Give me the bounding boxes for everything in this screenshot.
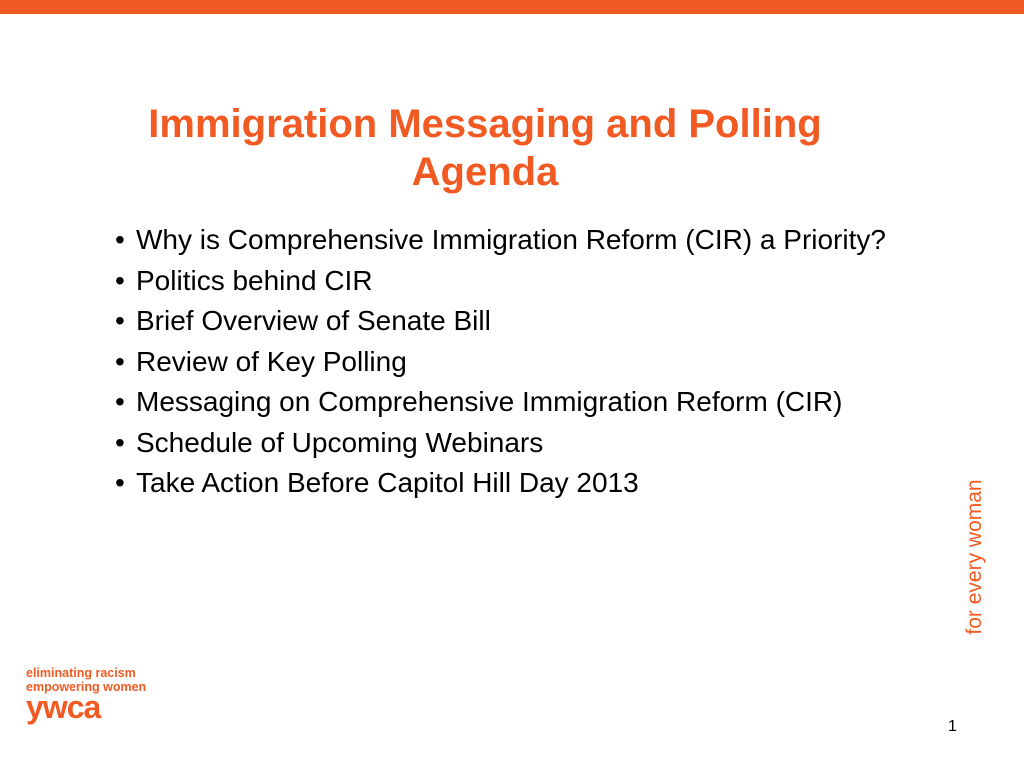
slide-title xyxy=(40,100,930,196)
agenda-item: • Brief Overview of Senate Bill xyxy=(112,301,912,342)
agenda-item: • Politics behind CIR xyxy=(112,261,912,302)
agenda-item: • Review of Key Polling xyxy=(112,342,912,383)
agenda-item: • Schedule of Upcoming Webinars xyxy=(112,423,912,464)
page-number: 1 xyxy=(948,718,957,735)
logo-wordmark: ywca xyxy=(26,689,101,725)
agenda-item: • Messaging on Comprehensive Immigration Reform (CIR) xyxy=(112,382,912,423)
slide-title-line-1: Immigration Messaging and Polling xyxy=(148,102,822,146)
agenda-list xyxy=(112,220,912,504)
slide-title-line-2: Agenda xyxy=(411,150,559,194)
logo-line-2: empowering women xyxy=(26,680,147,694)
tagline-text: for every woman xyxy=(963,479,986,635)
ywca-logo xyxy=(26,666,196,725)
agenda-item: • Why is Comprehensive Immigration Reform (CIR) a Priority? xyxy=(112,220,912,261)
logo-line-1: eliminating racism xyxy=(26,666,136,680)
top-accent-bar xyxy=(0,0,1024,14)
agenda-item: • Take Action Before Capitol Hill Day 2013 xyxy=(112,463,912,504)
